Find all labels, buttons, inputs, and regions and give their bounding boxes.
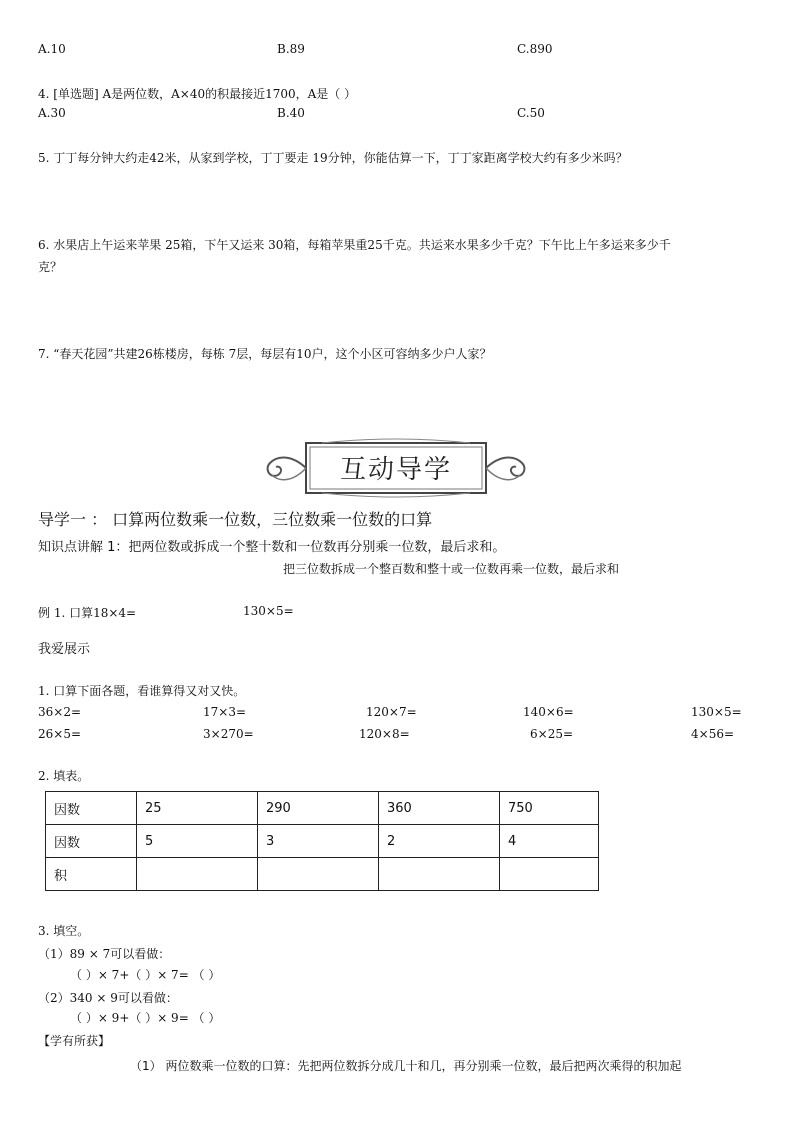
- table-cell: 因数: [46, 792, 137, 825]
- option-a: A.10: [38, 42, 66, 56]
- calc-item: 140×6=: [523, 705, 574, 719]
- option-c: C.890: [517, 42, 553, 56]
- answer-cell[interactable]: [137, 858, 258, 891]
- table-cell: 因数: [46, 825, 137, 858]
- knowledge-line-1: 知识点讲解 1：把两位数或拆成一个整十数和一位数再分别乘一位数，最后求和。: [38, 540, 506, 555]
- banner-title: 互动导学: [339, 455, 452, 485]
- table-cell: 290: [258, 792, 379, 825]
- calc-item: 130×5=: [691, 705, 742, 719]
- calc-item: 26×5=: [38, 727, 82, 741]
- question-6-line1: 6. 水果店上午运来苹果 25箱，下午又运来 30箱，每箱苹果重25千克。共运来水果多少千克？下午比上午多运来多少千: [38, 238, 671, 252]
- section-banner: [262, 437, 530, 499]
- guide-heading: 导学一 ： 口算两位数乘一位数，三位数乘一位数的口算: [38, 510, 433, 529]
- option-b: B.89: [277, 42, 305, 56]
- answer-cell[interactable]: [379, 858, 500, 891]
- q4-option-a: A.30: [38, 106, 66, 120]
- table-row: [46, 825, 599, 858]
- calc-item: 120×8=: [359, 727, 410, 741]
- table-cell: 5: [137, 825, 258, 858]
- table-cell: 3: [258, 825, 379, 858]
- calc-item: 36×2=: [38, 705, 82, 719]
- table-row: [46, 792, 599, 825]
- calc-item: 6×25=: [530, 727, 574, 741]
- show-heading: 我爱展示: [38, 642, 91, 657]
- knowledge-line-2: 把三位数拆成一个整百数和整十或一位数再乘一位数，最后求和: [283, 562, 620, 576]
- calc-item: 17×3=: [203, 705, 247, 719]
- calc-item: 4×56=: [691, 727, 735, 741]
- table-cell: 积: [46, 858, 137, 891]
- question-6-line2: 克？: [38, 260, 63, 274]
- question-4-stem: 4. [单选题] A是两位数，A×40的积最接近1700，A是（ ）: [38, 87, 357, 101]
- exercise-1-title: 1. 口算下面各题，看谁算得又对又快。: [38, 684, 246, 698]
- exercise-3-title: 3. 填空。: [38, 924, 90, 938]
- table-cell: 2: [379, 825, 500, 858]
- table-cell: 4: [500, 825, 599, 858]
- exercise-2-title: 2. 填表。: [38, 769, 90, 783]
- q4-option-c: C.50: [517, 106, 545, 120]
- question-5: 5. 丁丁每分钟大约走42米，从家到学校，丁丁要走 19分钟，你能估算一下，丁丁家距离学校大约有多少米吗？: [38, 151, 628, 165]
- table-cell: 25: [137, 792, 258, 825]
- calc-item: 120×7=: [366, 705, 417, 719]
- q4-option-b: B.40: [277, 106, 305, 120]
- table-cell: 750: [500, 792, 599, 825]
- calc-item: 3×270=: [203, 727, 254, 741]
- gain-heading: 【学有所获】: [38, 1034, 111, 1048]
- gain-line-1: （1） 两位数乘一位数的口算：先把两位数拆分成几十和几，再分别乘一位数，最后把两次乘得的积加起: [130, 1059, 682, 1073]
- exercise-3-part2-fill: （ ）× 9+（ ）× 9= （ ）: [70, 1011, 221, 1025]
- table-cell: 360: [379, 792, 500, 825]
- exercise-3-part2-stem: （2）340 × 9可以看做：: [38, 991, 178, 1005]
- question-7: 7. “春天花园”共建26栋楼房，每栋 7层，每层有10户，这个小区可容纳多少户人家？: [38, 347, 492, 361]
- example-label: 例 1. 口算18×4=: [38, 606, 137, 620]
- exercise-3-part1-stem: （1）89 × 7可以看做：: [38, 947, 171, 961]
- answer-cell[interactable]: [500, 858, 599, 891]
- example-second: 130×5=: [243, 604, 294, 618]
- fill-table: [45, 791, 599, 891]
- answer-cell[interactable]: [258, 858, 379, 891]
- table-row: [46, 858, 599, 891]
- exercise-3-part1-fill: （ ）× 7+（ ）× 7= （ ）: [70, 968, 221, 982]
